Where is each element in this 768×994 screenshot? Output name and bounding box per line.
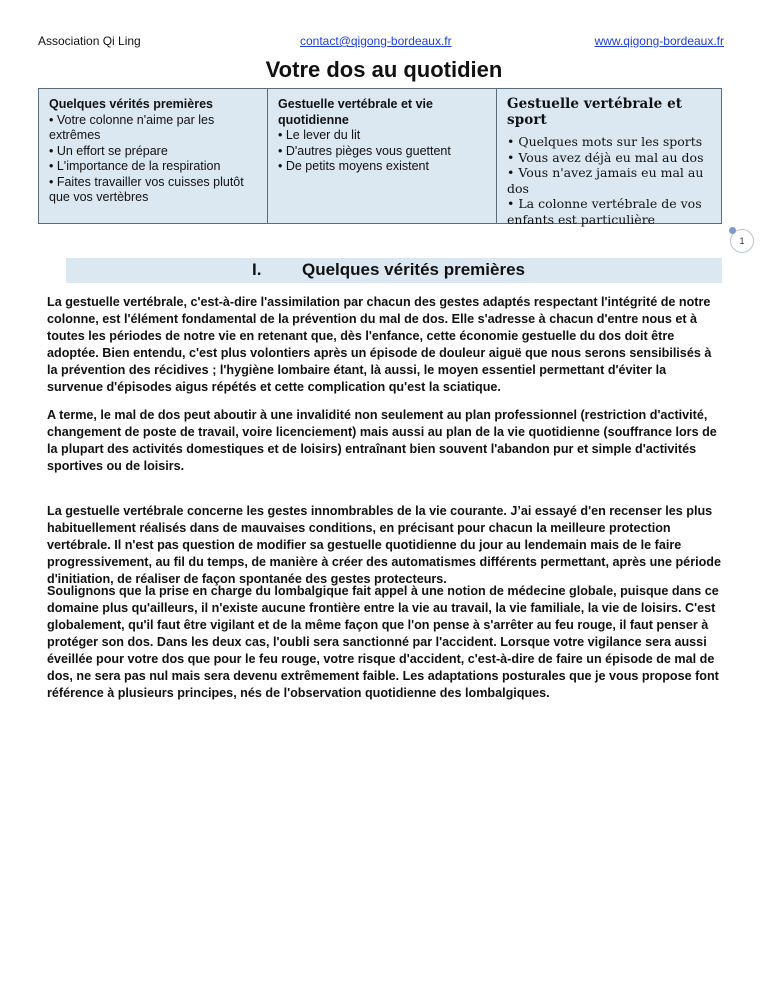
toc-item[interactable]: • Vous avez déjà eu mal au dos xyxy=(507,149,704,165)
section-heading xyxy=(66,258,722,283)
page-header xyxy=(38,34,724,50)
toc-item[interactable]: • D'autres pièges vous guettent xyxy=(278,143,451,158)
page-number: 1 xyxy=(739,236,745,246)
toc-item[interactable]: • Le lever du lit xyxy=(278,128,361,142)
table-of-contents xyxy=(38,88,722,227)
toc-column-1 xyxy=(39,89,268,223)
website-link[interactable]: www.qigong-bordeaux.fr xyxy=(594,34,724,48)
toc-column-title: Gestuelle vertébrale et sport xyxy=(507,96,683,128)
toc-item[interactable]: • La colonne vertébrale de vos enfants est particulière xyxy=(507,196,702,227)
toc-column-2 xyxy=(268,89,497,223)
paragraph: La gestuelle vertébrale concerne les gestes innombrables de la vie courante. J’ai essayé d'en recenser les plus habituellement réalisés dans de mauvaises conditions, en précisant pour chacun la meilleure protection vertébrale. Il n'est pas question de modifier sa gestuelle quotidienne du jour au lendemain mais de le faire progressivement, au fil du temps, de manière à créer des automatismes différents permettant, après une période d'initiation, de réaliser de façon spontanée des gestes protecteurs. xyxy=(47,504,721,586)
paragraph: La gestuelle vertébrale, c'est-à-dire l'assimilation par chacun des gestes adaptés respectant l'intégrité de notre colonne, est l'élément fondamental de la prévention du mal de dos. Elle s'adresse à chacun d'entre nous et à toutes les périodes de notre vie en retenant que, dès l'enfance, cette économie gestuelle du dos doit être adoptée. Bien entendu, c'est plus volontiers après un épisode de douleur aiguë que nous serons sensibilisés à la prévention des récidives ; l'hygiène lombaire étant, là aussi, le moyen essentiel permettant d'éviter la survenue d'épisodes aigus répétés et cette complication qu'est la sciatique. xyxy=(47,295,712,394)
toc-column-title: Quelques vérités premières xyxy=(49,97,213,111)
email-link[interactable]: contact@qigong-bordeaux.fr xyxy=(300,34,452,48)
toc-item[interactable]: • Votre colonne n'aime par les extrêmes xyxy=(49,112,215,142)
section-title: Quelques vérités premières xyxy=(302,260,526,279)
section-number: I. xyxy=(252,260,262,279)
paragraph: Soulignons que la prise en charge du lombalgique fait appel à une notion de médecine globale, puisque dans ce domaine plus qu'ailleurs, il n'existe aucune frontière entre la vie au travail, la vie familiale, la vie de loisirs. C'est globalement, qu'il faut être vigilant et de la même façon que l'on pense à s'arrêter au feu rouge, il faut penser à protéger son dos. Dans les deux cas, l'oubli sera sanctionné par l'accident. Lorsque votre vigilance sera aussi éveillée pour votre dos que pour le feu rouge, votre risque d'accident, c'est-à-dire de faire un épisode de mal de dos, ne sera pas nul mais sera devenu extrêmement faible. Les adaptations posturales que je vous propose font référence à plusieurs principes, nés de l'observation quotidienne des lombalgiques. xyxy=(47,584,719,700)
toc-column-3 xyxy=(497,89,723,227)
toc-item[interactable]: • L'importance de la respiration xyxy=(49,159,221,173)
toc-item[interactable]: • Quelques mots sur les sports xyxy=(507,134,703,149)
toc-item[interactable]: • Un effort se prépare xyxy=(49,143,168,158)
badge-dot-icon xyxy=(729,227,736,234)
page-number-badge xyxy=(730,229,754,253)
document-title: Votre dos au quotidien xyxy=(265,57,503,82)
association-name: Association Qi Ling xyxy=(38,34,141,48)
toc-item[interactable]: • Faites travailler vos cuisses plutôt que vos vertèbres xyxy=(49,174,244,204)
toc-item[interactable]: • Vous n'avez jamais eu mal au dos xyxy=(507,165,704,196)
toc-item[interactable]: • De petits moyens existent xyxy=(278,159,429,173)
toc-column-title: Gestuelle vertébrale et vie quotidienne xyxy=(278,97,433,127)
paragraph: A terme, le mal de dos peut aboutir à une invalidité non seulement au plan professionnel (restriction d'activité, changement de poste de travail, voire licenciement) mais aussi au plan de la vie quotidienne (souffrance lors de la plupart des activités domestiques et de loisirs) entraînant bien souvent l'abandon pur et simple d'activités sportives ou de loisirs. xyxy=(47,408,717,473)
